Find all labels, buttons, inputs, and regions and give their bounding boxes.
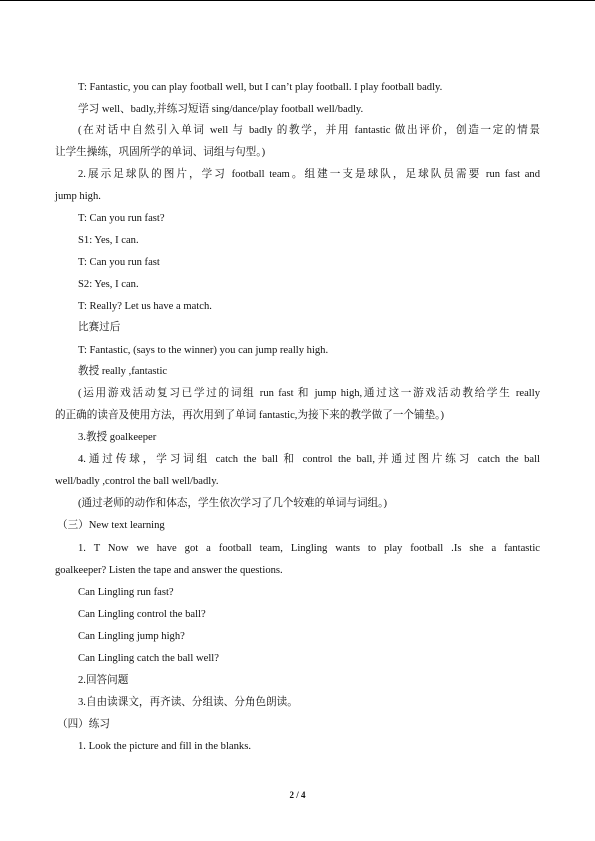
text-line: 的正确的读音及使用方法，再次用到了单词 fantastic,为接下来的教学做了一个铺垫。): [55, 410, 444, 421]
text-line: T: Really? Let us have a match.: [78, 301, 212, 312]
text-line: 2.展示足球队的图片，学习 football team。组建一支是球队，足球队员需要 run fast and: [78, 169, 540, 180]
text-line: 1. Look the picture and fill in the blanks.: [78, 741, 251, 752]
text-line: T: Fantastic, you can play football well, but I can’t play football. I play football badly.: [78, 82, 443, 93]
text-line: Can Lingling run fast?: [78, 587, 174, 598]
page-number: 2 / 4: [289, 790, 306, 800]
text-line: (运用游戏活动复习已学过的词组 run fast 和 jump high,通过这一游戏活动教给学生 really: [78, 388, 540, 399]
text-line: T: Fantastic, (says to the winner) you can jump really high.: [78, 345, 329, 356]
text-line: 3.教授 goalkeeper: [78, 432, 157, 443]
text-line: S1: Yes, I can.: [78, 235, 139, 246]
text-line: T: Can you run fast?: [78, 213, 165, 224]
text-line: Can Lingling control the ball?: [78, 609, 206, 620]
text-line: 教授 really ,fantastic: [78, 366, 168, 377]
text-line: 4.通过传球，学习词组 catch the ball 和 control the ball,并通过图片练习 catch the ball: [78, 454, 540, 465]
text-line: 比赛过后: [78, 322, 121, 333]
top-rule: [0, 0, 595, 1]
text-line: 1. T Now we have got a football team, Lingling wants to play football .Is she a fantastic: [78, 543, 540, 554]
text-line: 3.自由读课文，再齐读、分组读、分角色朗读。: [78, 697, 298, 708]
text-line: goalkeeper? Listen the tape and answer the questions.: [55, 565, 283, 576]
section-heading: （三）New text learning: [57, 520, 165, 531]
text-line: 让学生操练，巩固所学的单词、词组与句型。): [55, 147, 266, 158]
text-line: 2.回答问题: [78, 675, 129, 686]
text-line: T: Can you run fast: [78, 257, 160, 268]
text-line: Can Lingling catch the ball well?: [78, 653, 219, 664]
text-line: Can Lingling jump high?: [78, 631, 185, 642]
section-heading: （四）练习: [57, 719, 110, 730]
text-line: (通过老师的动作和体态，学生依次学习了几个较难的单词与词组。): [78, 498, 387, 509]
text-line: S2: Yes, I can.: [78, 279, 139, 290]
text-line: (在对话中自然引入单词 well 与 badly 的教学，并用 fantastic 做出评价，创造一定的情景: [78, 125, 540, 136]
text-line: jump high.: [55, 191, 101, 202]
text-line: well/badly ,control the ball well/badly.: [55, 476, 219, 487]
text-line: 学习 well、badly,并练习短语 sing/dance/play football well/badly.: [78, 104, 364, 115]
